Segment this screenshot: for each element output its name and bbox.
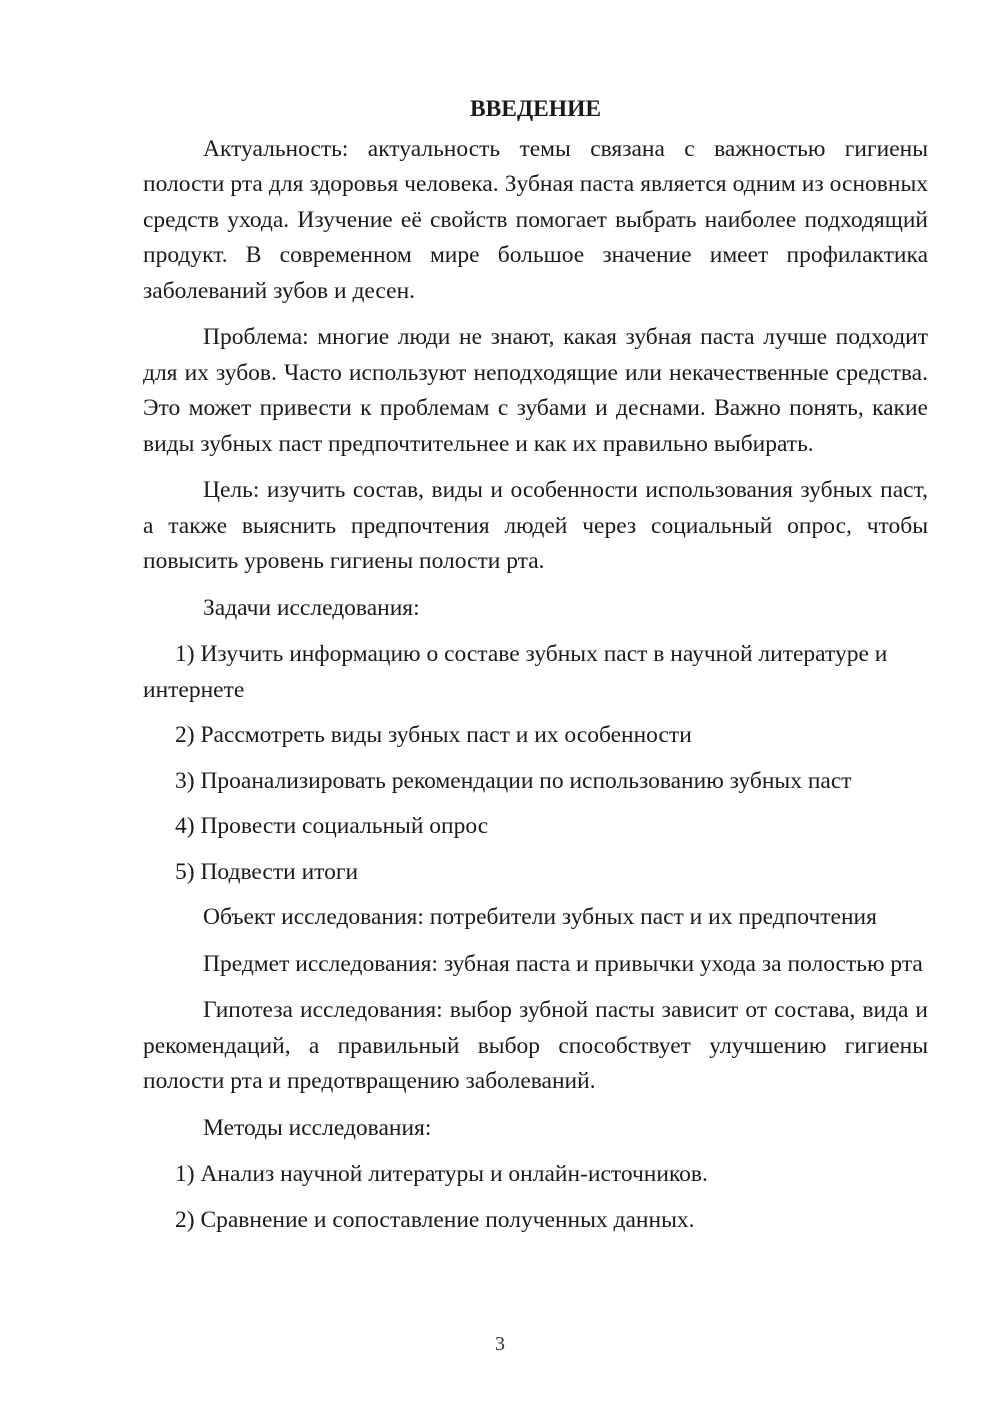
tasks-list xyxy=(143,637,928,890)
method-item: 1) Анализ научной литературы и онлайн-источников. xyxy=(175,1161,708,1187)
tasks-heading: Задачи исследования: xyxy=(203,594,420,621)
subject-paragraph: Предмет исследования: зубная паста и привычки ухода за полостью рта xyxy=(203,950,923,977)
document-page xyxy=(143,92,928,1248)
method-item: 2) Сравнение и сопоставление полученных данных. xyxy=(175,1206,695,1233)
relevance-paragraph: Актуальность: актуальность темы связана с важностью гигиены полости рта для здоровья человека. Зубная паста является одним из основных средств ухода. Изучение её свойств помогает выбрать наиболее подходящий продукт. В современном мире большое значение имеет профилактика заболеваний зубов и десен. xyxy=(143,135,928,304)
page-number: 3 xyxy=(495,1333,505,1355)
task-item: 5) Подвести итоги xyxy=(175,858,359,885)
page-title: ВВЕДЕНИЕ xyxy=(469,96,602,122)
task-item: 2) Рассмотреть виды зубных паст и их особенности xyxy=(175,722,692,748)
problem-paragraph: Проблема: многие люди не знают, какая зубная паста лучше подходит для их зубов. Часто используют неподходящие или некачественные средства. Это может привести к проблемам с зубами и деснами. Важно понять, какие виды зубных паст предпочтительнее и как их правильно выбирать. xyxy=(143,324,928,457)
methods-heading: Методы исследования: xyxy=(203,1114,432,1141)
hypothesis-paragraph: Гипотеза исследования: выбор зубной пасты зависит от состава, вида и рекомендаций, а правильный выбор способствует улучшению гигиены полости рта и предотвращению заболеваний. xyxy=(143,997,928,1094)
task-item: 4) Провести социальный опрос xyxy=(175,813,489,839)
task-item: 3) Проанализировать рекомендации по использованию зубных паст xyxy=(175,767,852,794)
object-paragraph: Объект исследования: потребители зубных паст и их предпочтения xyxy=(203,904,877,930)
goal-paragraph: Цель: изучить состав, виды и особенности использования зубных паст, а также выяснить предпочтения людей через социальный опрос, чтобы повысить уровень гигиены полости рта. xyxy=(143,477,928,574)
task-item: 1) Изучить информацию о составе зубных паст в научной литературе и интернете xyxy=(143,641,888,703)
methods-list xyxy=(143,1157,928,1238)
